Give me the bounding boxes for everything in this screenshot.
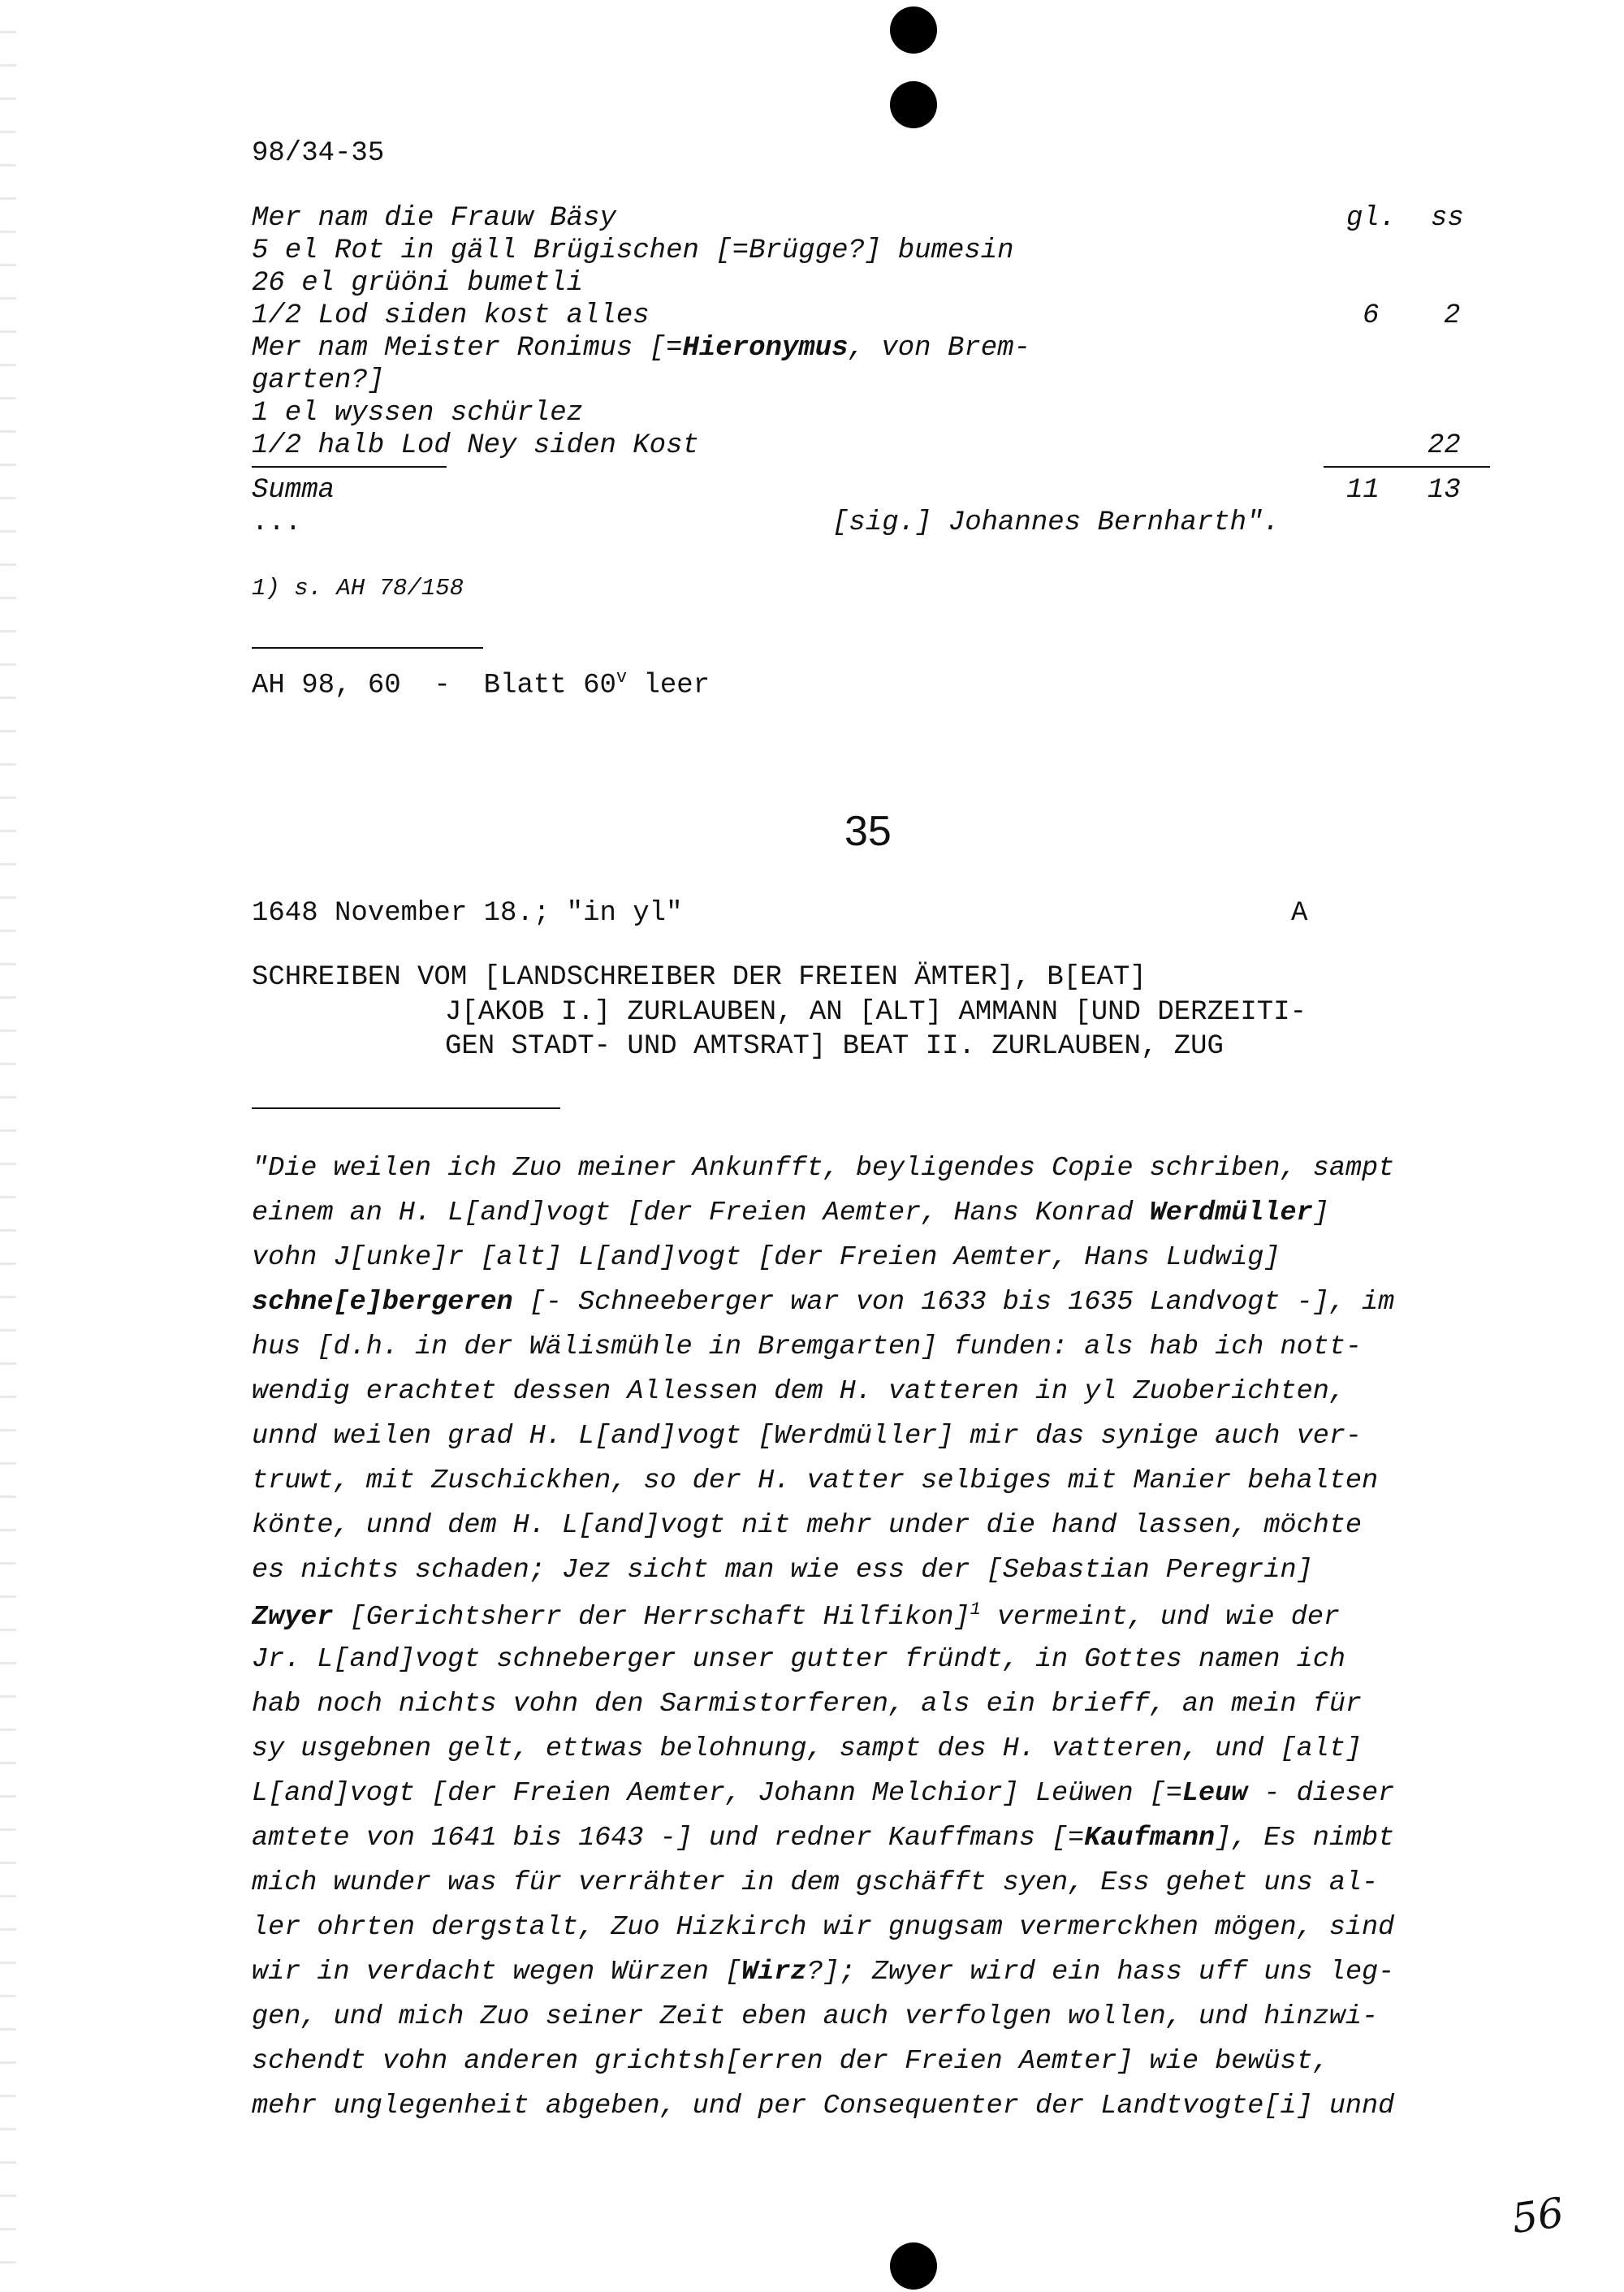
binder-hole-2	[890, 81, 937, 128]
regest-line: J[AKOB I.] ZURLAUBEN, AN [ALT] AMMANN [UND DERZEITI-	[445, 997, 1307, 1028]
account-row: 5 el Rot in gäll Brügischen [=Brügge?] bumesin	[252, 235, 1014, 266]
regest-line: GEN STADT- UND AMTSRAT] BEAT II. ZURLAUBEN, ZUG	[445, 1031, 1224, 1062]
scan-edge	[0, 0, 16, 2292]
amount-ss: 22	[1427, 430, 1461, 461]
handwritten-page-number: 56	[1509, 2188, 1567, 2243]
body-line: truwt, mit Zuschickhen, so der H. vatter selbiges mit Manier behalten	[252, 1465, 1379, 1496]
account-row: garten?]	[252, 365, 385, 396]
body-line: wendig erachtet dessen Allessen dem H. vatteren in yl Zuoberichten,	[252, 1376, 1345, 1407]
account-row: Mer nam die Frauw Bäsy	[252, 203, 616, 234]
body-line: sy usgebnen gelt, ettwas belohnung, sampt des H. vatteren, und [alt]	[252, 1733, 1363, 1764]
body-line: ler ohrten dergstalt, Zuo Hizkirch wir gnugsam vermerckhen mögen, sind	[252, 1912, 1395, 1943]
body-line: hab noch nichts vohn den Sarmistorferen, als ein brieff, an mein für	[252, 1689, 1363, 1720]
signature: [sig.] Johannes Bernharth".	[832, 507, 1280, 538]
page-reference: 98/34-35	[252, 138, 385, 169]
body-line: unnd weilen grad H. L[and]vogt [Werdmüller] mir das synige auch ver-	[252, 1421, 1363, 1452]
amount-gl: 6	[1363, 300, 1380, 331]
body-line: hus [d.h. in der Wälismühle in Bremgarten] funden: als hab ich nott-	[252, 1332, 1363, 1362]
body-line: gen, und mich Zuo seiner Zeit eben auch verfolgen wollen, und hinzwi-	[252, 2001, 1379, 2032]
body-line: einem an H. L[and]vogt [der Freien Aemter, Hans Konrad Werdmüller]	[252, 1198, 1329, 1228]
binder-hole-3	[890, 2242, 937, 2290]
document-number: 35	[844, 808, 892, 855]
footnote: 1) s. AH 78/158	[252, 575, 464, 602]
summa-gl: 11	[1346, 475, 1380, 506]
body-line: könte, unnd dem H. L[and]vogt nit mehr under die hand lassen, möchte	[252, 1510, 1363, 1541]
body-line: wir in verdacht wegen Würzen [Wirz?]; Zwyer wird ein hass uff uns leg-	[252, 1957, 1395, 1988]
regest-line: SCHREIBEN VOM [LANDSCHREIBER DER FREIEN ÄMTER], B[EAT]	[252, 962, 1147, 993]
edition-code: A	[1291, 898, 1308, 929]
underline-rule	[252, 466, 447, 468]
body-line: schne[e]bergeren [- Schneeberger war von 1633 bis 1635 Landvogt -], im	[252, 1287, 1395, 1318]
body-line: vohn J[unke]r [alt] L[and]vogt [der Freien Aemter, Hans Ludwig]	[252, 1242, 1281, 1273]
ellipsis: ...	[252, 507, 302, 538]
body-line: amtete von 1641 bis 1643 -] und redner Kauffmans [=Kaufmann], Es nimbt	[252, 1823, 1395, 1854]
account-row: 1/2 halb Lod Ney siden Kost	[252, 430, 699, 461]
body-line: mehr unglegenheit abgeben, und per Consequenter der Landtvogte[i] unnd	[252, 2091, 1395, 2122]
account-row: 26 el grüöni bumetli	[252, 268, 584, 299]
date-line: 1648 November 18.; "in yl"	[252, 898, 683, 929]
col-header-gl: gl.	[1346, 203, 1397, 234]
body-line: Jr. L[and]vogt schneberger unser gutter fründt, in Gottes namen ich	[252, 1644, 1345, 1675]
account-row: 1/2 Lod siden kost alles	[252, 300, 650, 331]
blatt-note: AH 98, 60 - Blatt 60$^v$ leer	[252, 667, 710, 701]
account-row: 1 el wyssen schürlez	[252, 398, 584, 429]
amount-ss: 2	[1444, 300, 1461, 331]
account-row: Mer nam Meister Ronimus [=Hieronymus, von Brem-	[252, 333, 1030, 364]
summa-ss: 13	[1427, 475, 1461, 506]
body-line: mich wunder was für verrähter in dem gschäfft syen, Ess gehet uns al-	[252, 1867, 1379, 1898]
body-line: Zwyer [Gerichtsherr der Herrschaft Hilfikon]$^1$ vermeint, und wie der	[252, 1599, 1341, 1634]
body-line: "Die weilen ich Zuo meiner Ankunfft, beyligendes Copie schriben, sampt	[252, 1153, 1395, 1184]
binder-hole-1	[890, 6, 937, 54]
col-header-ss: ss	[1431, 203, 1464, 234]
sum-rule	[1324, 466, 1490, 468]
body-line: schendt vohn anderen grichtsh[erren der Freien Aemter] wie bewüst,	[252, 2046, 1329, 2077]
footnote-divider	[252, 647, 483, 649]
regest-divider	[252, 1107, 560, 1109]
summa-label: Summa	[252, 475, 335, 506]
body-line: L[and]vogt [der Freien Aemter, Johann Melchior] Leüwen [=Leuw - dieser	[252, 1778, 1395, 1809]
body-line: es nichts schaden; Jez sicht man wie ess der [Sebastian Peregrin]	[252, 1555, 1313, 1586]
